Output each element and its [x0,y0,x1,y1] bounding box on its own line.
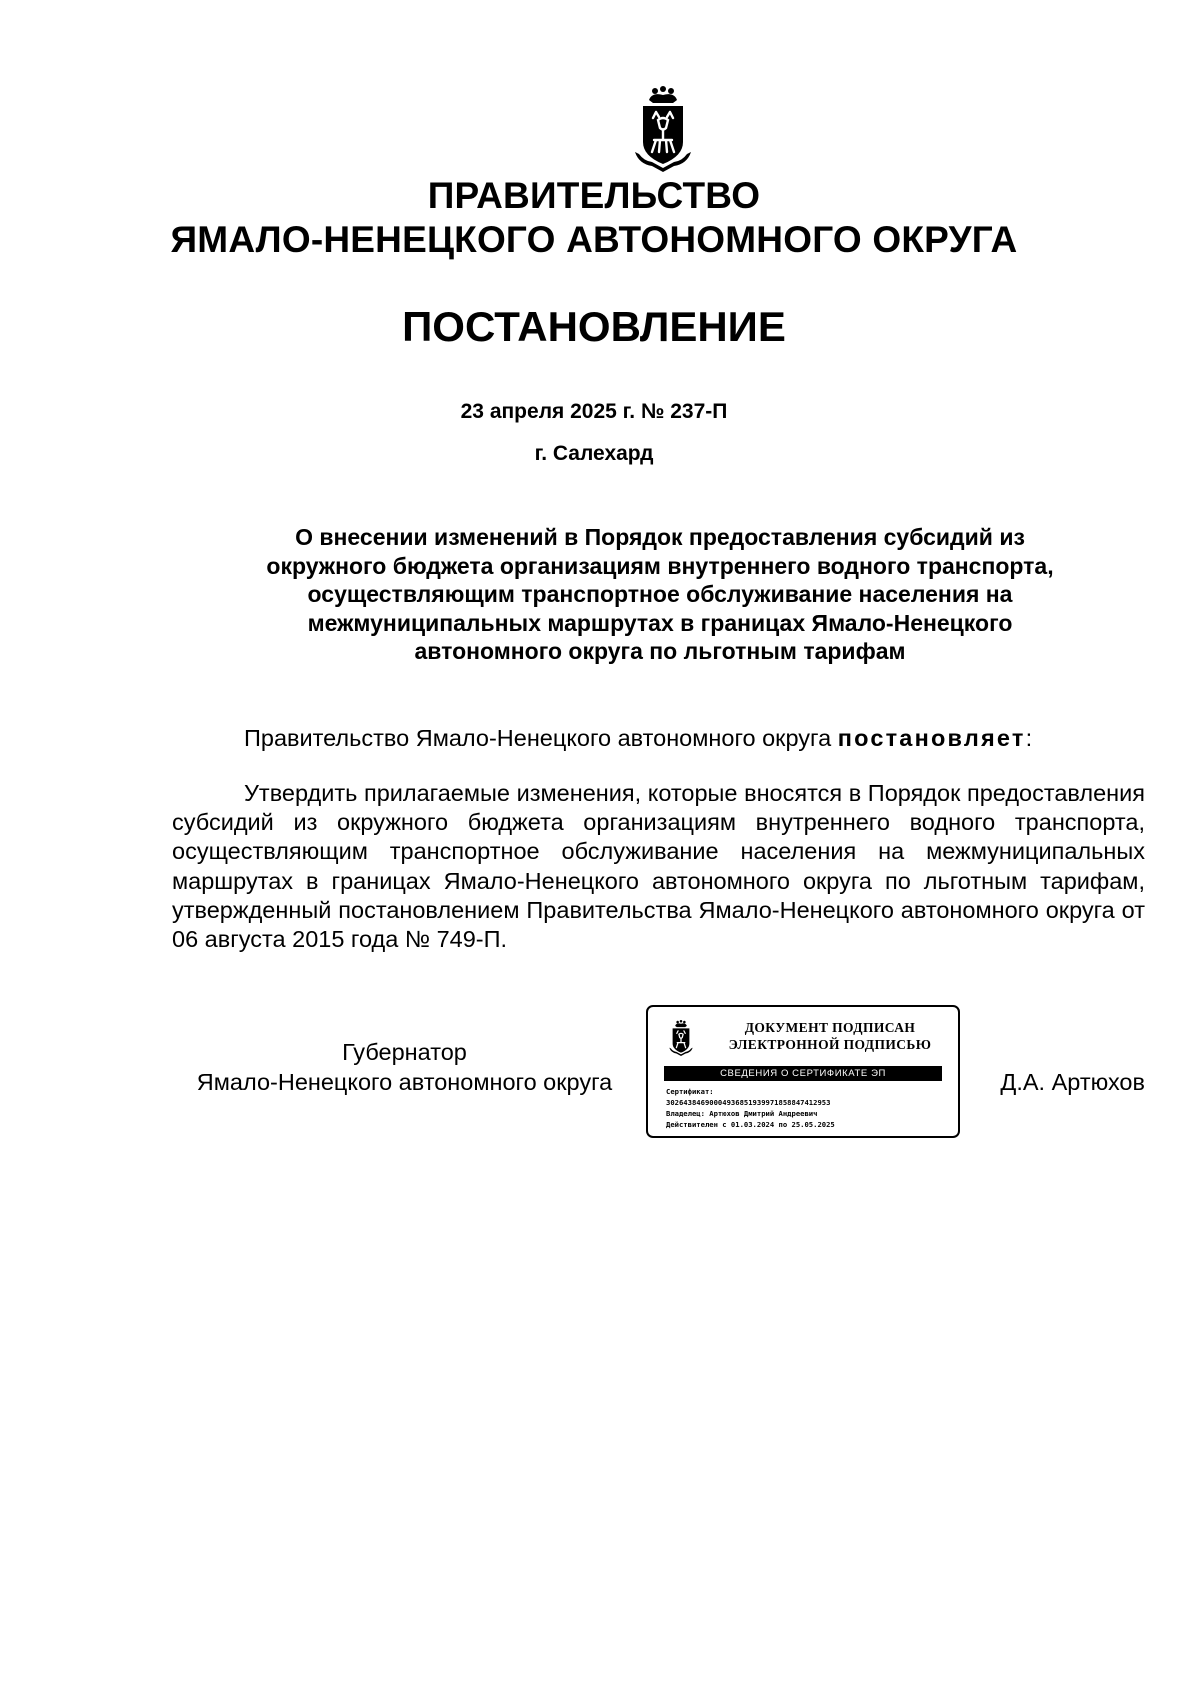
government-name-line1: ПРАВИТЕЛЬСТВО [427,175,761,216]
document-date-number: 23 апреля 2025 г. № 237-П [460,400,728,423]
subject-line: автономного округа по льготным тарифам [414,638,906,664]
resolution-clause [244,724,1144,753]
stamp-certificate-value: 30264384690004936851939971858847412953 [666,1098,831,1107]
signer-position-line1: Губернатор [342,1039,467,1065]
stamp-heading-line1: ДОКУМЕНТ ПОДПИСАН [744,1020,916,1035]
subject-line: межмуниципальных маршрутах в границах Ямало-Ненецкого [307,609,1013,636]
stamp-owner: Владелец: Артюхов Дмитрий Андреевич [666,1109,818,1118]
stamp-certificate-bar: СВЕДЕНИЯ О СЕРТИФИКАТЕ ЭП [664,1066,942,1081]
subject-line: окружного бюджета организациям внутреннего водного транспорта, [266,552,1054,579]
body-paragraph: Утвердить прилагаемые изменения, которые вносятся в Порядок предоставления субсидий из окружного бюджета организациям внутреннего водного транспорта, осуществляющим транспортное обслуживание населения на межмуниципальных маршрутах в границах Ямало-Ненецкого автономного округа по льготным тарифам, утвержденный постановлением Правительства Ямало-Ненецкого автономного округа от 06 августа 2015 года № 749-П. [172,780,1145,953]
resolution-prefix: Правительство Ямало-Ненецкого автономного округа [244,725,838,751]
stamp-certificate-label: Сертификат: [666,1087,714,1096]
document-city: г. Салехард [534,442,654,465]
stamp-heading-line2: ЭЛЕКТРОННОЙ ПОДПИСЬЮ [728,1037,932,1052]
electronic-signature-stamp [646,1005,960,1138]
resolution-suffix: : [1025,725,1033,751]
resolution-keyword: постановляет [837,725,1026,751]
government-name-line2: ЯМАЛО-НЕНЕЦКОГО АВТОНОМНОГО ОКРУГА [170,219,1018,260]
stamp-heading [710,1019,950,1053]
stamp-validity: Действителен с 01.03.2024 по 25.05.2025 [666,1120,835,1129]
signer-position-line2: Ямало-Ненецкого автономного округа [196,1069,613,1095]
signer-name: Д.А. Артюхов [1000,1069,1145,1095]
document-type-title: ПОСТАНОВЛЕНИЕ [402,303,786,350]
subject-line: осуществляющим транспортное обслуживание населения на [307,581,1013,607]
subject-line: О внесении изменений в Порядок предоставления субсидий из [295,524,1025,550]
document-subject [190,523,1130,666]
yanao-coat-of-arms-icon [668,1019,694,1057]
yanao-coat-of-arms-icon [632,86,694,172]
stamp-certificate-details [666,1086,952,1130]
